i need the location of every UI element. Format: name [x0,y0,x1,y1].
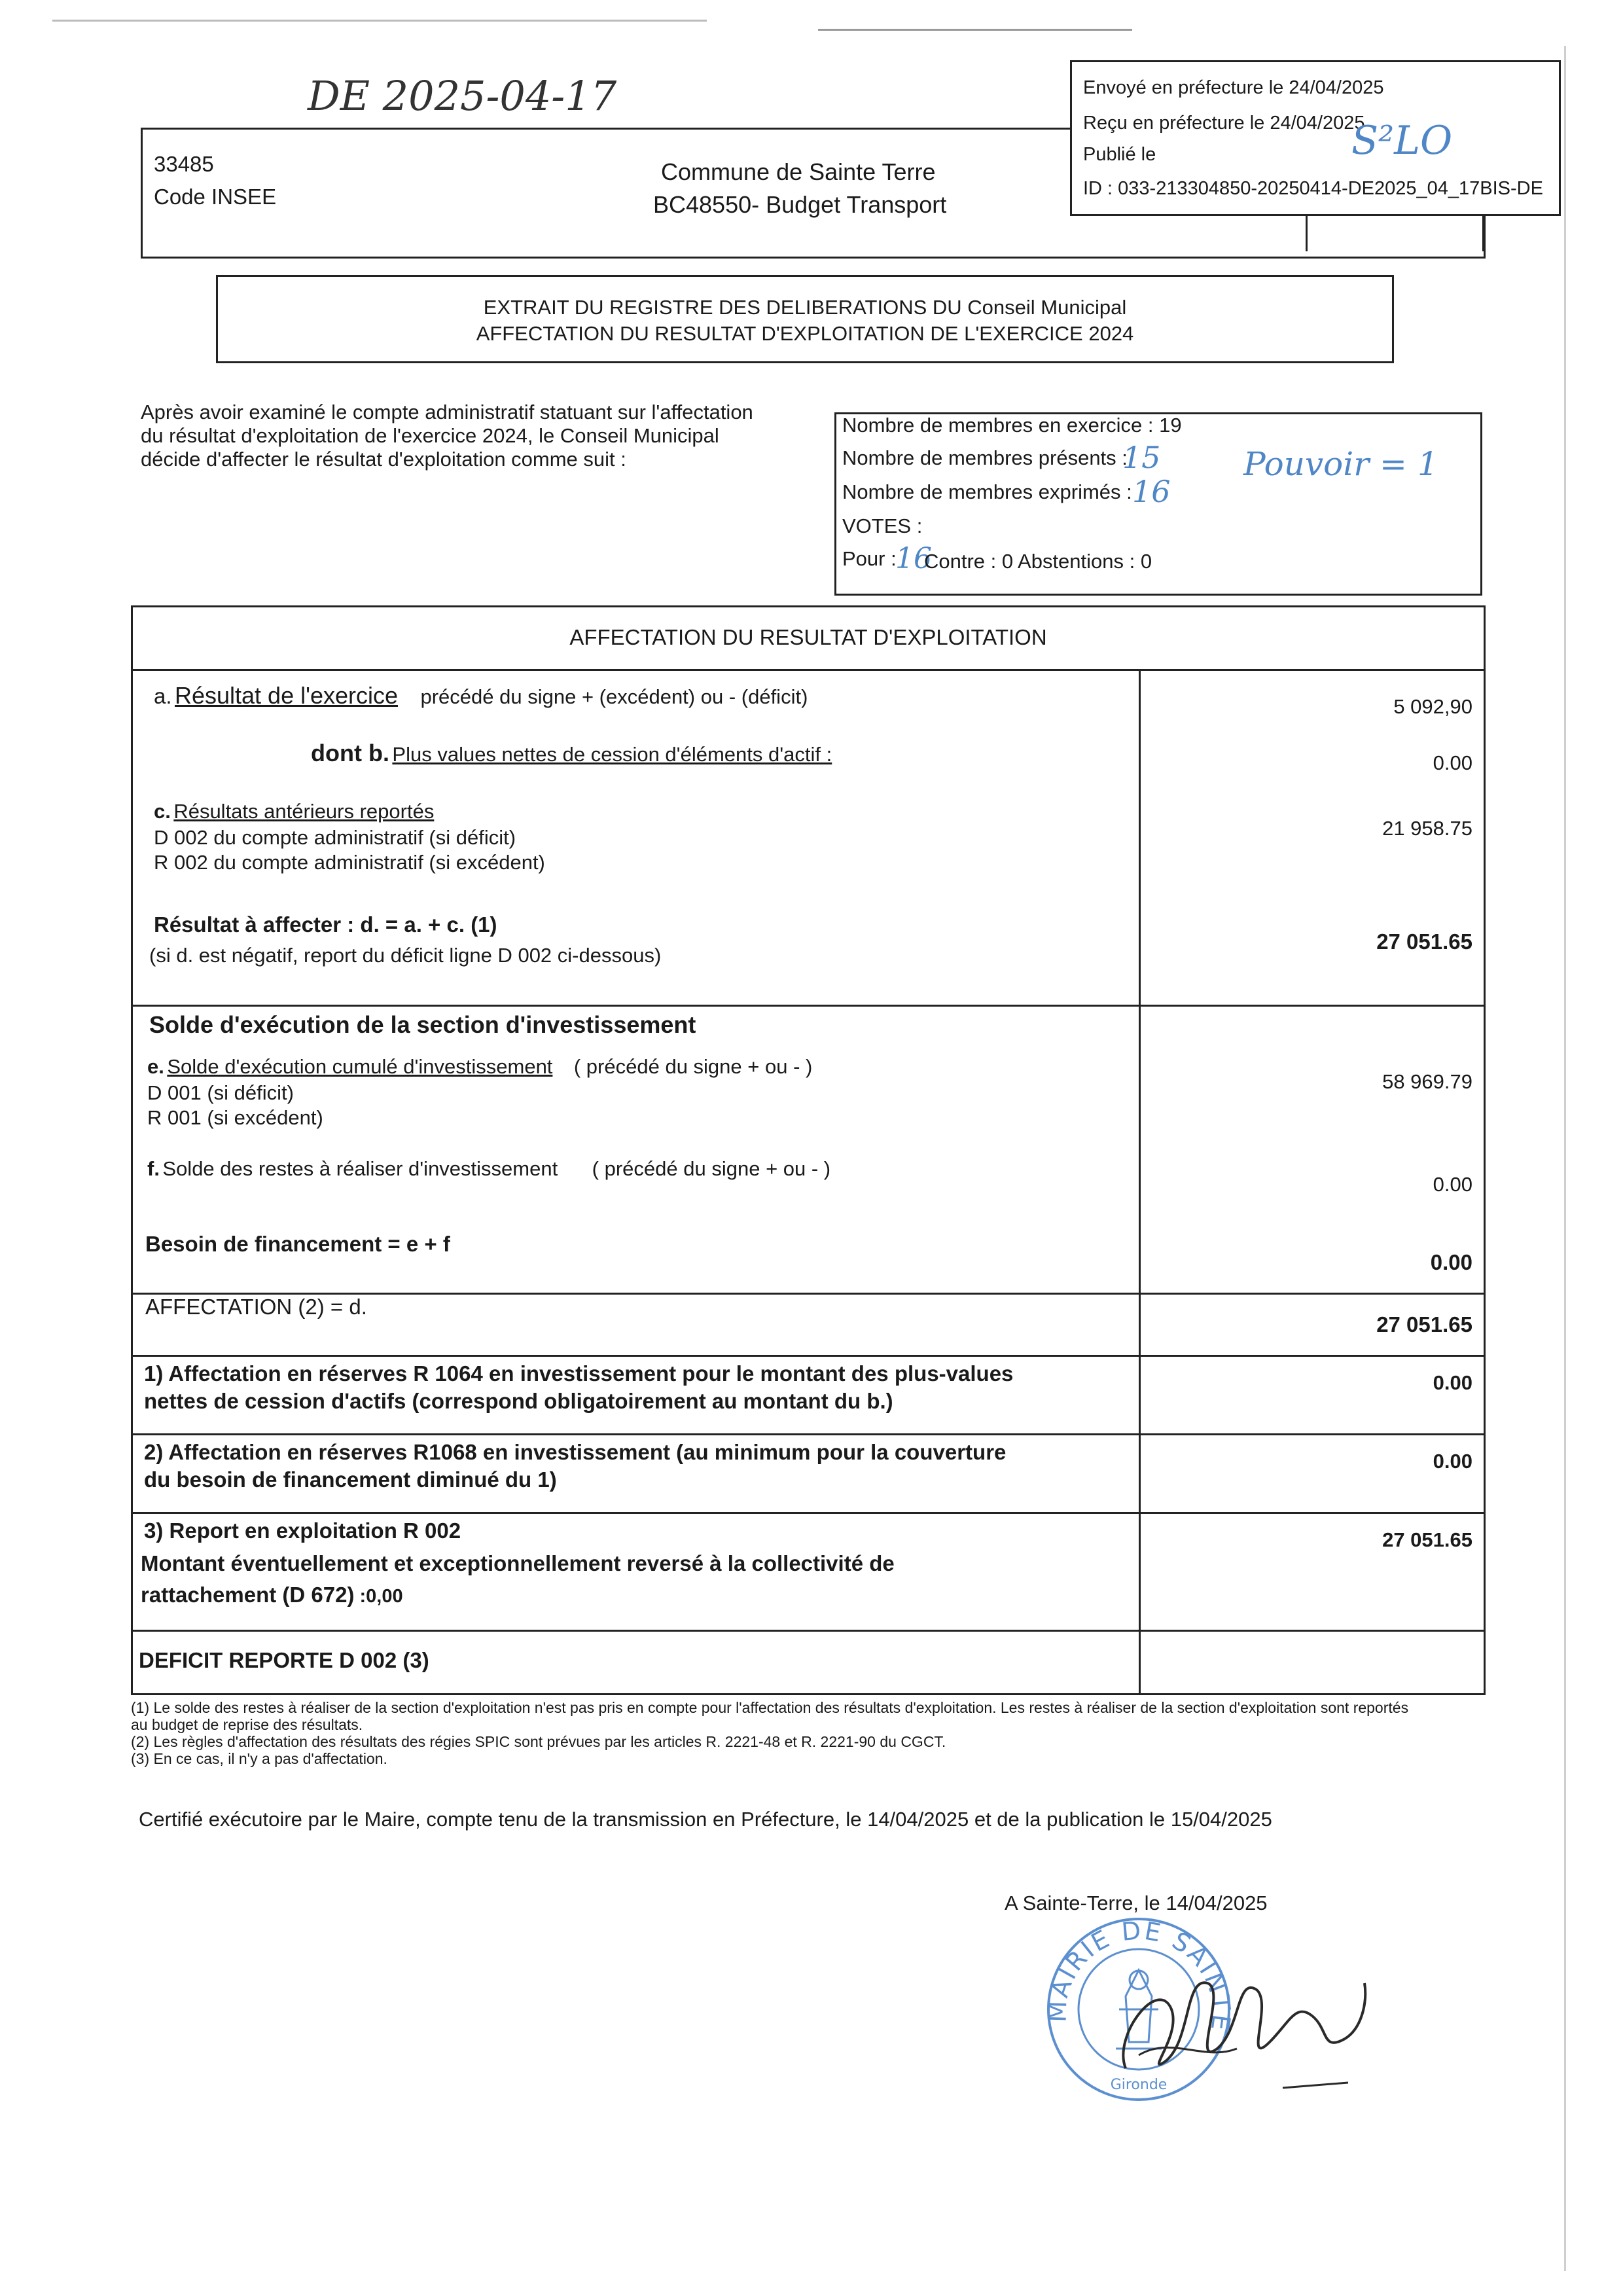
row-c-line-2: R 002 du compte administratif (si excédent) [154,851,545,874]
present-label: Nombre de membres présents : [842,446,1128,469]
expressed-label: Nombre de membres exprimés : [842,480,1132,503]
footnote-2: (2) Les règles d'affectation des résultats des régies SPIC sont prévues par les articles R. 2221-48 et R. 2221-90 du CGCT. [131,1733,946,1750]
seal-text: MAIRIE DE SAINTE [1043,1916,1236,2034]
row-e-line-2: R 001 (si excédent) [147,1106,323,1129]
scan-edge-top [52,20,707,22]
row-c-prefix: c. [154,800,171,823]
row-divider-1 [131,1005,1486,1007]
row-c-label [154,800,434,823]
row-f-label [147,1157,830,1181]
stamp-sent: Envoyé en préfecture le 24/04/2025 [1083,77,1384,98]
row-f-note: ( précédé du signe + ou - ) [592,1157,831,1180]
budget-name: BC48550- Budget Transport [653,191,947,218]
insee-label: Code INSEE [154,185,277,209]
signature-icon [1086,1937,1387,2108]
members-count: Nombre de membres en exercice : 19 [842,414,1182,437]
reserve-2-line-2: du besoin de financement diminué du 1) [144,1467,557,1492]
scan-edge-top-right [818,29,1132,31]
row-d-note: (si d. est négatif, report du déficit ligne D 002 ci-dessous) [149,944,662,967]
row-e-note: ( précédé du signe + ou - ) [573,1055,813,1078]
row-b-title: Plus values nettes de cession d'éléments d'actif : [392,743,832,766]
reserve-1-line-2: nettes de cession d'actifs (correspond obligatoirement au montant du b.) [144,1389,893,1413]
commune-name: Commune de Sainte Terre [661,158,936,185]
row-a-note: précédé du signe + (excédent) ou - (déficit) [420,685,808,708]
row-f-value: 0.00 [1433,1173,1472,1196]
stamp-published: Publié le [1083,144,1156,165]
value-column-divider [1139,669,1141,1695]
reserve-2-value: 0.00 [1433,1450,1472,1473]
row-f-title: Solde des restes à réaliser d'investissement [162,1157,558,1180]
row-divider-3 [131,1355,1486,1357]
row-c-line-1: D 002 du compte administratif (si déficit) [154,826,516,849]
expressed-value: 16 [1132,474,1171,509]
footnote-1b: au budget de reprise des résultats. [131,1716,363,1733]
stamp-handwritten: S²LO [1351,118,1453,164]
report-3-amount: :0,00 [354,1586,403,1607]
deficit-label: DEFICIT REPORTE D 002 (3) [139,1648,429,1672]
report-3-rattachement: rattachement (D 672) [141,1583,355,1607]
row-b-label [311,740,832,767]
row-d-value: 27 051.65 [1376,929,1472,954]
intro-line-3: décide d'affecter le résultat d'exploitation comme suit : [141,448,626,471]
report-3-line-2: Montant éventuellement et exceptionnellement reversé à la collectivité de [141,1551,895,1575]
handwritten-reference: DE 2025-04-17 [308,72,617,120]
row-b-prefix: dont b. [311,740,389,766]
contre-abstentions: Contre : 0 Abstentions : 0 [924,550,1152,573]
row-e-label [147,1055,812,1079]
intro-line-1: Après avoir examiné le compte administratif statuant sur l'affectation [141,401,753,423]
reserve-2-line-1: 2) Affectation en réserves R1068 en investissement (au minimum pour la couverture [144,1440,1007,1464]
row-a-label [154,682,808,709]
besoin-label: Besoin de financement = e + f [145,1232,450,1256]
certification-text: Certifié exécutoire par le Maire, compte tenu de la transmission en Préfecture, le 14/04/2025 et de la publication le 15/04/2025 [139,1808,1272,1831]
row-a-prefix: a. [154,684,172,708]
reserve-1-value: 0.00 [1433,1371,1472,1394]
pour-value: 16 [895,542,932,575]
report-3-value: 27 051.65 [1382,1528,1472,1551]
report-3-line-3 [141,1583,403,1607]
row-divider-5 [131,1512,1486,1514]
proxy-note: Pouvoir = 1 [1243,445,1438,483]
present-value: 15 [1122,440,1161,475]
affectation-value: 27 051.65 [1376,1312,1472,1336]
reserve-1-line-1: 1) Affectation en réserves R 1064 en investissement pour le montant des plus-values [144,1361,1014,1386]
mayor-signature [1086,1937,1387,2108]
affectation-label: AFFECTATION (2) = d. [145,1295,367,1319]
seal-subtext: Gironde [1110,2077,1168,2093]
stamp-connector-right [1482,215,1484,251]
stamp-connector-left [1306,215,1308,251]
row-e-prefix: e. [147,1055,164,1078]
insee-code: 33485 [154,152,214,176]
intro-line-2: du résultat d'exploitation de l'exercice 2024, le Conseil Municipal [141,424,719,447]
table-header: AFFECTATION DU RESULTAT D'EXPLOITATION [569,625,1047,649]
table-header-divider [131,669,1486,671]
footnote-1a: (1) Le solde des restes à réaliser de la section d'exploitation n'est pas pris en compte pour l'affectation des résultats d'exploitation. Les restes à réaliser de la section d'exploitation sont reportés [131,1699,1409,1716]
row-a-value: 5 092,90 [1393,695,1472,718]
row-e-line-1: D 001 (si déficit) [147,1081,294,1104]
row-divider-6 [131,1630,1486,1632]
row-a-title: Résultat de l'exercice [174,682,399,709]
besoin-value: 0.00 [1430,1250,1472,1274]
title-line-1: EXTRAIT DU REGISTRE DES DELIBERATIONS DU Conseil Municipal [483,296,1127,319]
row-b-value: 0.00 [1433,751,1472,774]
title-line-2: AFFECTATION DU RESULTAT D'EXPLOITATION DE L'EXERCICE 2024 [476,322,1134,345]
pour-label: Pour : [842,547,897,570]
row-c-value: 21 958.75 [1382,817,1472,840]
row-e-value: 58 969.79 [1382,1070,1472,1093]
row-e-title: Solde d'exécution cumulé d'investissement [167,1055,553,1078]
report-3-line-1: 3) Report en exploitation R 002 [144,1518,461,1543]
votes-label: VOTES : [842,514,923,537]
place-date: A Sainte-Terre, le 14/04/2025 [1005,1892,1268,1914]
scan-edge-right [1564,46,1566,2271]
stamp-received: Reçu en préfecture le 24/04/2025 [1083,113,1365,134]
row-c-title: Résultats antérieurs reportés [173,800,435,823]
row-divider-4 [131,1433,1486,1435]
footnote-3: (3) En ce cas, il n'y a pas d'affectation. [131,1750,387,1767]
investment-section-header: Solde d'exécution de la section d'investissement [149,1011,696,1038]
stamp-id: ID : 033-213304850-20250414-DE2025_04_17BIS-DE [1083,178,1543,199]
row-d-label: Résultat à affecter : d. = a. + c. (1) [154,912,497,937]
row-f-prefix: f. [147,1157,160,1180]
